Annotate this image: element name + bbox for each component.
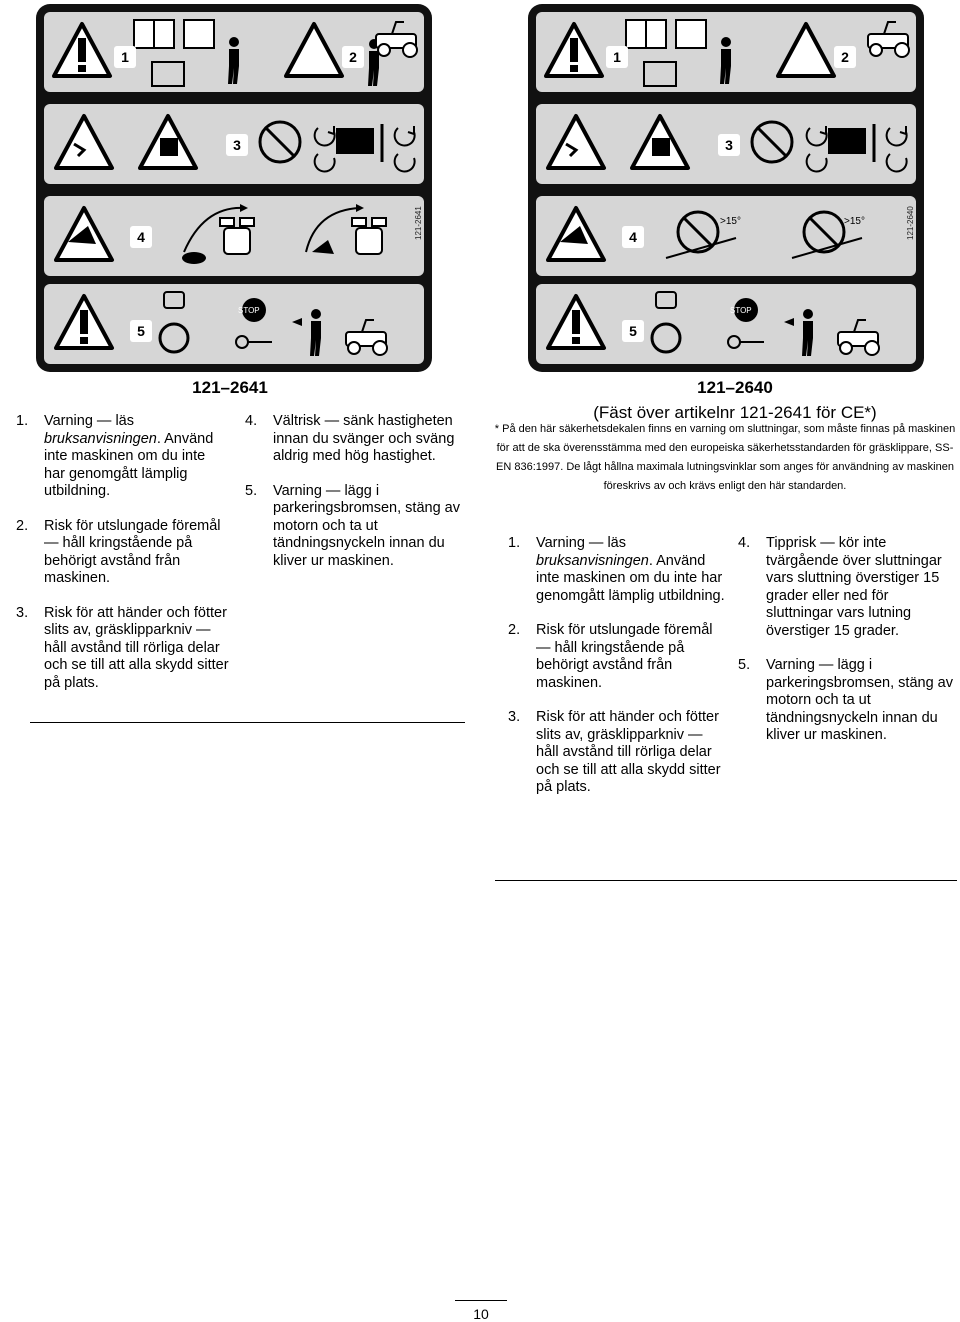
decal-panel-1: [536, 12, 916, 92]
panel-number: 1: [114, 46, 136, 68]
panel-number: 5: [622, 320, 644, 342]
decal-panel-4: [44, 196, 424, 276]
divider: [495, 880, 957, 881]
section-heading: 121–2640: [697, 378, 773, 397]
decal-panel-1: [44, 12, 424, 92]
list-item: 3. Risk för att händer och fötter slits av, gräsklipparkniv — håll avstånd till rörliga delar och se till att alla skydd sitter på plats.: [16, 604, 229, 691]
decal-code: 121-2641: [414, 206, 423, 240]
panel-number: 5: [130, 320, 152, 342]
section-subheading: (Fäst över artikelnr 121-2641 för CE*): [593, 403, 877, 422]
decal-code: 121-2640: [906, 206, 915, 240]
list-item: 1. Varning — läs bruksanvisningen. Använd inte maskinen om du inte har genomgått lämplig utbildning.: [508, 535, 725, 604]
list-item: 1. Varning — läs bruksanvisningen. Använd inte maskinen om du inte har genomgått lämplig utbildning.: [16, 413, 214, 499]
stop-label: STOP: [238, 306, 260, 315]
page-number: 10: [473, 1306, 489, 1322]
slope-label: >15°: [844, 216, 865, 227]
decal-panel-3: [44, 104, 424, 184]
section-heading: 121–2641: [192, 378, 268, 397]
item-list-left-col2: [245, 413, 465, 587]
panel-number: 2: [342, 46, 364, 68]
panel-number: 4: [622, 226, 644, 248]
list-item: 2. Risk för utslungade föremål — håll kringstående på behörigt avstånd från maskinen.: [16, 517, 221, 586]
safety-decal-121-2641: [36, 4, 432, 372]
safety-decal-121-2640: [528, 4, 924, 372]
divider: [30, 722, 465, 723]
item-list-left-col1: [16, 413, 230, 709]
list-item: 4. Tipprisk — kör inte tvärgående över sluttningar vars sluttning överstiger 15 grader eller ned för sluttningar vars lutning överstiger 15 grader.: [738, 535, 942, 639]
item-list-right-col2: [738, 535, 956, 762]
standard-note: * På den här säkerhetsdekalen finns en varning om sluttningar, som måste finnas på maskinen för att de ska överensstämma med den europeiska säkerhetsstandarden för gräsklippare, SS-EN 836:1997. De lågt hållna maximala lutningsvinklar som anges för användning av maskinen föreskrivs av och krävs enligt den här standarden.: [494, 423, 956, 492]
panel-number: 4: [130, 226, 152, 248]
list-item: 5. Varning — lägg i parkeringsbromsen, stäng av motorn och ta ut tändningsnyckeln innan du kliver ur maskinen.: [245, 482, 460, 569]
page-number-rule: [455, 1300, 507, 1301]
panel-number: 3: [718, 134, 740, 156]
decal-panel-5: [536, 284, 916, 364]
decal-panel-3: [536, 104, 916, 184]
decal-panel-4: [536, 196, 916, 276]
stop-label: STOP: [730, 306, 752, 315]
item-list-right-col1: [508, 535, 728, 814]
list-item: 3. Risk för att händer och fötter slits av, gräsklipparkniv — håll avstånd till rörliga delar och se till att alla skydd sitter på plats.: [508, 709, 721, 795]
slope-label: >15°: [720, 216, 741, 227]
panel-number: 1: [606, 46, 628, 68]
panel-number: 3: [226, 134, 248, 156]
list-item: 4. Vältrisk — sänk hastigheten innan du svänger och sväng aldrig med hög hastighet.: [245, 413, 455, 464]
decal-panel-5: [44, 284, 424, 364]
list-item: 5. Varning — lägg i parkeringsbromsen, stäng av motorn och ta ut tändningsnyckeln innan du kliver ur maskinen.: [738, 657, 953, 743]
list-item: 2. Risk för utslungade föremål — håll kringstående på behörigt avstånd från maskinen.: [508, 622, 713, 691]
panel-number: 2: [834, 46, 856, 68]
